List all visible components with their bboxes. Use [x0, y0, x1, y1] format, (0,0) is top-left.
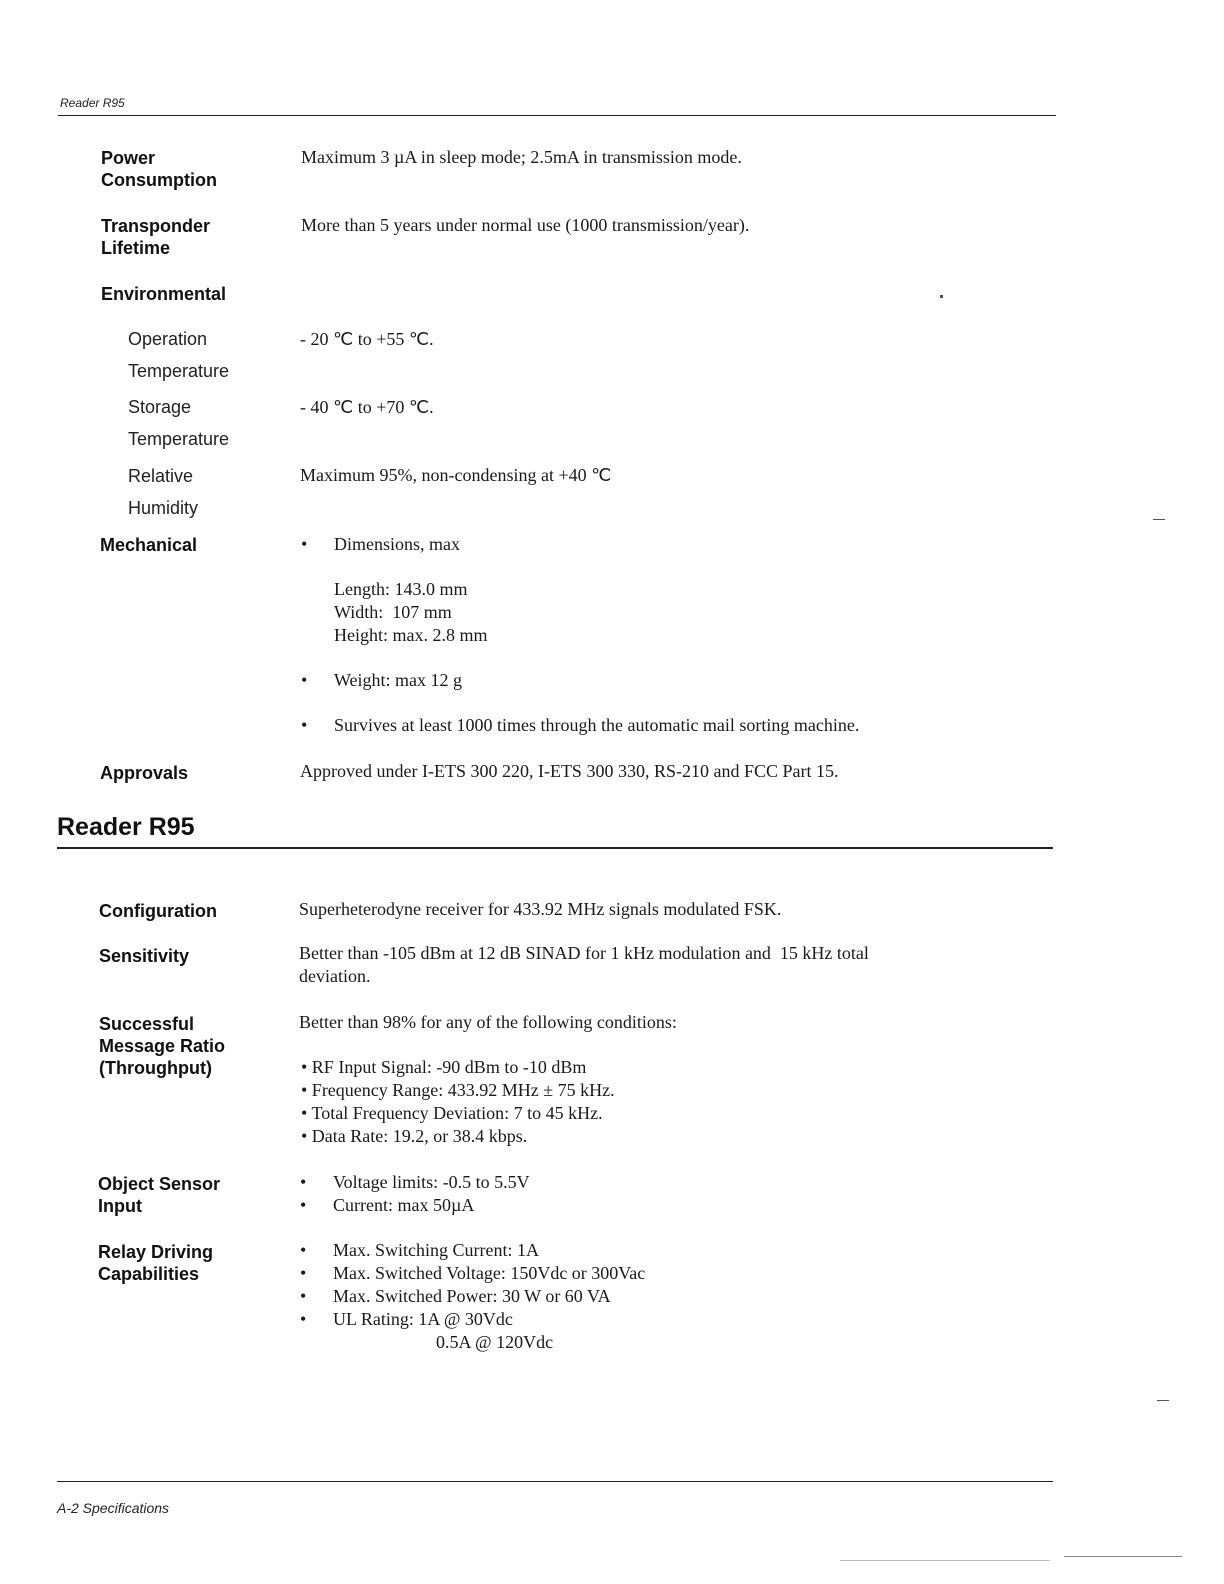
- power-consumption-value: Maximum 3 µA in sleep mode; 2.5mA in transmission mode.: [301, 147, 742, 167]
- scan-speck: [940, 295, 943, 298]
- bullet-icon: •: [301, 715, 308, 735]
- footer-rule: [57, 1481, 1053, 1482]
- bullet-icon: •: [300, 1263, 307, 1283]
- transponder-lifetime-value: More than 5 years under normal use (1000 transmission/year).: [301, 215, 750, 235]
- height-value: Height: max. 2.8 mm: [334, 625, 488, 645]
- dimensions-text: Dimensions, max: [334, 534, 460, 554]
- scan-speck: [1064, 1556, 1182, 1557]
- bullet-icon: •: [300, 1286, 307, 1306]
- bullet-icon: •: [300, 1172, 307, 1192]
- storage-temperature-value: - 40 ℃ to +70 ℃.: [300, 397, 434, 417]
- ul-rating-text: UL Rating: 1A @ 30Vdc: [333, 1309, 513, 1329]
- list-item: • Total Frequency Deviation: 7 to 45 kHz.: [301, 1103, 603, 1123]
- voltage-limits-text: Voltage limits: -0.5 to 5.5V: [333, 1172, 530, 1192]
- switched-power-text: Max. Switched Power: 30 W or 60 VA: [333, 1286, 611, 1306]
- ul-rating-continuation: 0.5A @ 120Vdc: [436, 1332, 554, 1352]
- approvals-label: Approvals: [100, 763, 189, 783]
- list-item: • Data Rate: 19.2, or 38.4 kbps.: [301, 1126, 528, 1146]
- throughput-conditions: [301, 1056, 615, 1148]
- bullet-icon: •: [300, 1195, 307, 1215]
- section-title: Reader R95: [57, 813, 195, 841]
- sensitivity-value: [299, 942, 869, 988]
- survives-text: Survives at least 1000 times through the automatic mail sorting machine.: [334, 715, 860, 735]
- bullet-icon: •: [300, 1240, 307, 1260]
- weight-text: Weight: max 12 g: [334, 670, 463, 690]
- relative-humidity-value: Maximum 95%, non-condensing at +40 ℃: [300, 465, 612, 485]
- approvals-value: Approved under I-ETS 300 220, I-ETS 300 330, RS-210 and FCC Part 15.: [300, 761, 839, 781]
- throughput-intro: Better than 98% for any of the following conditions:: [299, 1012, 677, 1032]
- relative-humidity-label: Relative Humidity: [128, 466, 199, 518]
- relay-label: Relay Driving Capabilities: [98, 1242, 214, 1284]
- sensitivity-label: Sensitivity: [99, 946, 190, 966]
- switching-current-text: Max. Switching Current: 1A: [333, 1240, 539, 1260]
- length-value: Length: 143.0 mm: [334, 579, 468, 599]
- section-rule: [57, 847, 1053, 849]
- storage-temperature-label: Storage Temperature: [128, 397, 230, 449]
- bullet-icon: •: [301, 534, 308, 554]
- environmental-label: Environmental: [101, 284, 227, 304]
- power-consumption-label: Power Consumption: [101, 148, 217, 190]
- configuration-value: Superheterodyne receiver for 433.92 MHz signals modulated FSK.: [299, 899, 782, 919]
- transponder-lifetime-label: Transponder Lifetime: [101, 216, 211, 258]
- configuration-label: Configuration: [99, 901, 217, 921]
- list-item: • Frequency Range: 433.92 MHz ± 75 kHz.: [301, 1080, 615, 1100]
- current-text: Current: max 50µA: [333, 1195, 475, 1215]
- scan-speck: [1153, 519, 1165, 520]
- dimensions-list: [334, 578, 487, 647]
- switched-voltage-text: Max. Switched Voltage: 150Vdc or 300Vac: [333, 1263, 646, 1283]
- width-value: Width: 107 mm: [334, 602, 452, 622]
- mechanical-label: Mechanical: [100, 535, 198, 555]
- throughput-label: Successful Message Ratio (Throughput): [99, 1014, 226, 1078]
- bullet-icon: •: [301, 670, 308, 690]
- operation-temperature-value: - 20 ℃ to +55 ℃.: [300, 329, 434, 349]
- running-header: Reader R95: [60, 96, 125, 110]
- scan-speck: [840, 1560, 1050, 1561]
- object-sensor-label: Object Sensor Input: [98, 1174, 221, 1216]
- list-item: • RF Input Signal: -90 dBm to -10 dBm: [301, 1057, 587, 1077]
- sensitivity-line: Better than -105 dBm at 12 dB SINAD for 1 kHz modulation and 15 kHz total: [299, 943, 869, 963]
- operation-temperature-label: Operation Temperature: [128, 329, 230, 381]
- scan-speck: [1157, 1400, 1169, 1401]
- bullet-icon: •: [300, 1309, 307, 1329]
- sensitivity-line: deviation.: [299, 966, 371, 986]
- header-rule: [58, 115, 1056, 116]
- page-footer: A-2 Specifications: [57, 1500, 170, 1516]
